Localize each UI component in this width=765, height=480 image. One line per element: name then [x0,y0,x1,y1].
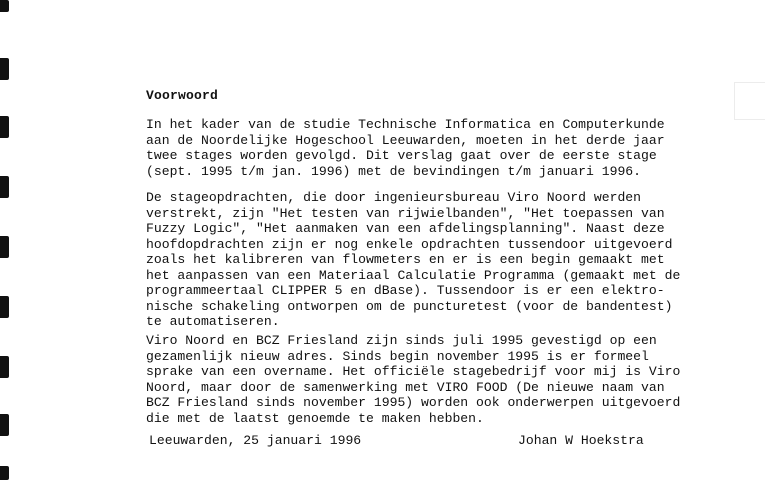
paragraph-assignments: De stageopdrachten, die door ingenieursbureau Viro Noord werden verstrekt, zijn "Het testen van rijwielbanden", "Het toepassen van Fuzzy Logic", "Het aanmaken van een afdelingsplanning". Naast deze hoofdopdrachten zijn er nog enkele opdrachten tussendoor uitgevoerd zoals het kalibreren van flowmeters en er is een begin gemaakt met het aanpassen van een Materiaal Calculatie Programma (gemaakt met de programmeertaal CLIPPER 5 en dBase). Tussendoor is er een elektro- nische schakeling ontworpen om de puncturetest (voor de bandentest) te automatiseren. [146,190,681,329]
paragraph-intro: In het kader van de studie Technische Informatica en Computerkunde aan de Noordelijke Hogeschool Leeuwarden, moeten in het derde jaar twee stages worden gevolgd. Dit verslag gaat over de eerste stage (sept. 1995 t/m jan. 1996) met de bevindingen t/m januari 1996. [146,117,665,179]
signature-place-date: Leeuwarden, 25 januari 1996 [149,433,362,448]
bleed-through-mark [734,82,765,120]
signature-author: Johan W Hoekstra [518,433,644,448]
paragraph-company: Viro Noord en BCZ Friesland zijn sinds juli 1995 gevestigd op een gezamenlijk nieuw adres. Sinds begin november 1995 is er formeel sprake van een overname. Het officiële stagebedrijf voor mij is Viro Noord, maar door de samenwerking met VIRO FOOD (De nieuwe naam van BCZ Friesland sinds november 1995) worden ook onderwerpen uitgevoerd die met de laatst genoemde te maken hebben. [146,333,681,426]
document-heading: Voorwoord [146,88,219,103]
